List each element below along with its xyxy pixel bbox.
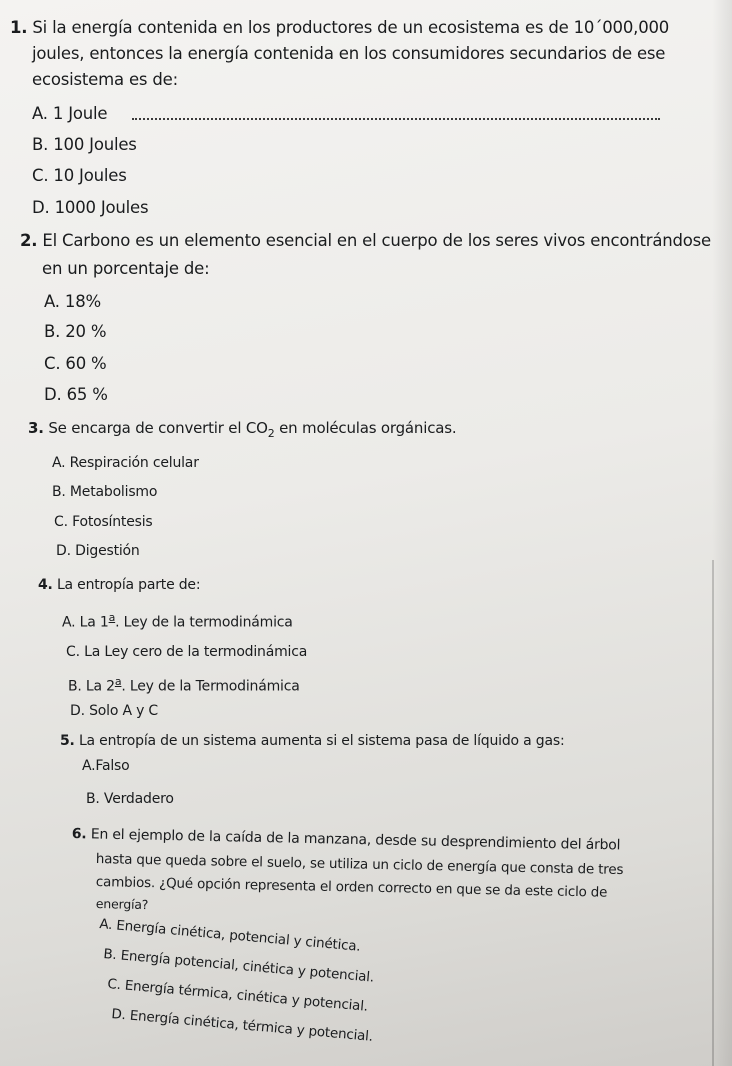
q6-option-d-letter: D. <box>110 1006 127 1024</box>
q6-option-d-text: Energía cinética, térmica y potencial. <box>129 1007 374 1045</box>
q2-option-c <box>44 356 107 373</box>
q2-option-a <box>44 294 101 311</box>
q1-line-1 <box>10 20 669 37</box>
q3-option-b-text: Metabolismo <box>69 484 158 500</box>
q4-option-a-pre: La 1 <box>79 614 109 631</box>
q3-text-post: en moléculas orgánicas. <box>274 419 457 437</box>
q1-text-2: joules, entonces la energía contenida en los consumidores secundarios de ese <box>32 44 666 63</box>
q4-option-d-text: Solo A y C <box>89 703 159 719</box>
q3-line <box>28 421 456 439</box>
q1-option-b <box>32 137 137 154</box>
q6-text-4: energía? <box>95 896 149 913</box>
q6-text-1: En el ejemplo de la caída de la manzana, desde su desprendimiento del árbol <box>90 826 621 854</box>
q1-text-3: ecosistema es de: <box>32 70 178 89</box>
q6-text-2: hasta que queda sobre el suelo, se utiliza un ciclo de energía que consta de tres <box>95 851 624 879</box>
q5-option-a-letter: A. <box>82 758 96 774</box>
q3-option-b <box>52 485 157 499</box>
answer-dotted-line <box>132 118 660 120</box>
q5-option-a <box>82 759 130 773</box>
q3-text-pre: Se encarga de convertir el CO <box>48 419 268 437</box>
q6-option-c-letter: C. <box>106 976 122 994</box>
q3-option-a <box>52 456 199 470</box>
q4-option-a-letter: A. <box>62 614 76 631</box>
q1-option-c-text: 10 Joules <box>53 166 127 185</box>
q2-option-b <box>44 324 106 341</box>
q4-option-a <box>62 612 293 630</box>
q5-line <box>60 734 564 748</box>
q1-number: 1. <box>10 18 28 37</box>
q4-option-d-letter: D. <box>70 703 85 719</box>
q4-option-d <box>70 704 158 718</box>
q4-option-c-text: La Ley cero de la termodinámica <box>84 644 308 660</box>
q1-option-c-letter: C. <box>32 166 49 185</box>
q4-number: 4. <box>38 577 53 593</box>
q3-option-c-letter: C. <box>54 514 68 530</box>
q6-option-c-text: Energía térmica, cinética y potencial. <box>124 977 369 1015</box>
q3-option-d <box>56 544 140 558</box>
q6-number: 6. <box>71 826 87 843</box>
q4-option-b-sup: a <box>114 675 122 688</box>
q6-option-a-letter: A. <box>98 916 114 934</box>
q3-option-d-letter: D. <box>56 543 71 559</box>
q2-text-1: El Carbono es un elemento esencial en el cuerpo de los seres vivos encontrándose <box>42 231 712 250</box>
q3-text-sub: 2 <box>267 427 275 440</box>
q4-option-b-pre: La 2 <box>85 678 115 695</box>
q2-option-a-text: 18% <box>64 292 101 311</box>
q3-option-a-letter: A. <box>52 455 66 471</box>
q6-option-a-text: Energía cinética, potencial y cinética. <box>115 917 362 955</box>
q5-option-a-text: Falso <box>95 758 130 774</box>
q3-option-a-text: Respiración celular <box>69 455 199 471</box>
q5-option-b-letter: B. <box>86 791 100 807</box>
q2-line-1 <box>20 233 711 250</box>
q6-option-b-text: Energía potencial, cinética y potencial. <box>119 947 375 986</box>
q1-text-1: Si la energía contenida en los productores de un ecosistema es de 10´000,000 <box>32 18 670 37</box>
q3-option-b-letter: B. <box>52 484 66 500</box>
q3-option-c-text: Fotosíntesis <box>72 514 153 530</box>
q2-option-d <box>44 387 108 404</box>
q2-option-d-text: 65 % <box>66 385 108 404</box>
q6-option-b-letter: B. <box>102 946 118 964</box>
q6-text-3: cambios. ¿Qué opción representa el orden correcto en que se da este ciclo de <box>95 874 608 901</box>
q1-option-d-text: 1000 Joules <box>54 198 149 217</box>
q3-option-d-text: Digestión <box>75 543 140 559</box>
q2-option-b-text: 20 % <box>65 322 107 341</box>
q4-option-c-letter: C. <box>66 644 80 660</box>
q2-option-c-letter: C. <box>44 354 61 373</box>
q4-option-b-post: . Ley de la Termodinámica <box>121 678 300 695</box>
q5-text: La entropía de un sistema aumenta si el sistema pasa de líquido a gas: <box>78 733 565 749</box>
q1-option-a <box>32 106 107 123</box>
q4-option-a-post: . Ley de la termodinámica <box>115 614 293 631</box>
q5-option-b-text: Verdadero <box>103 791 174 807</box>
q5-option-b <box>86 792 174 806</box>
q2-number: 2. <box>20 231 38 250</box>
q2-text-2: en un porcentaje de: <box>42 259 210 278</box>
q1-option-b-letter: B. <box>32 135 49 154</box>
q2-option-c-text: 60 % <box>65 354 107 373</box>
q4-text: La entropía parte de: <box>56 577 201 593</box>
q6-option-d <box>111 1008 373 1044</box>
q2-option-b-letter: B. <box>44 322 61 341</box>
q2-option-d-letter: D. <box>44 385 62 404</box>
q4-option-c <box>66 645 307 659</box>
q4-line <box>38 578 200 592</box>
q1-option-d <box>32 200 148 217</box>
q4-option-b <box>68 676 300 694</box>
q1-option-c <box>32 168 127 185</box>
page-edge-shadow <box>712 0 732 1066</box>
q1-option-a-text: 1 Joule <box>52 104 108 123</box>
q3-option-c <box>54 515 153 529</box>
q5-number: 5. <box>60 733 75 749</box>
q3-number: 3. <box>28 419 44 437</box>
q6-line-1 <box>72 827 621 852</box>
q4-option-a-sup: a <box>108 611 116 624</box>
q2-option-a-letter: A. <box>44 292 60 311</box>
q1-option-d-letter: D. <box>32 198 50 217</box>
q1-option-a-letter: A. <box>32 104 48 123</box>
q4-option-b-letter: B. <box>68 678 82 695</box>
q1-option-b-text: 100 Joules <box>53 135 137 154</box>
